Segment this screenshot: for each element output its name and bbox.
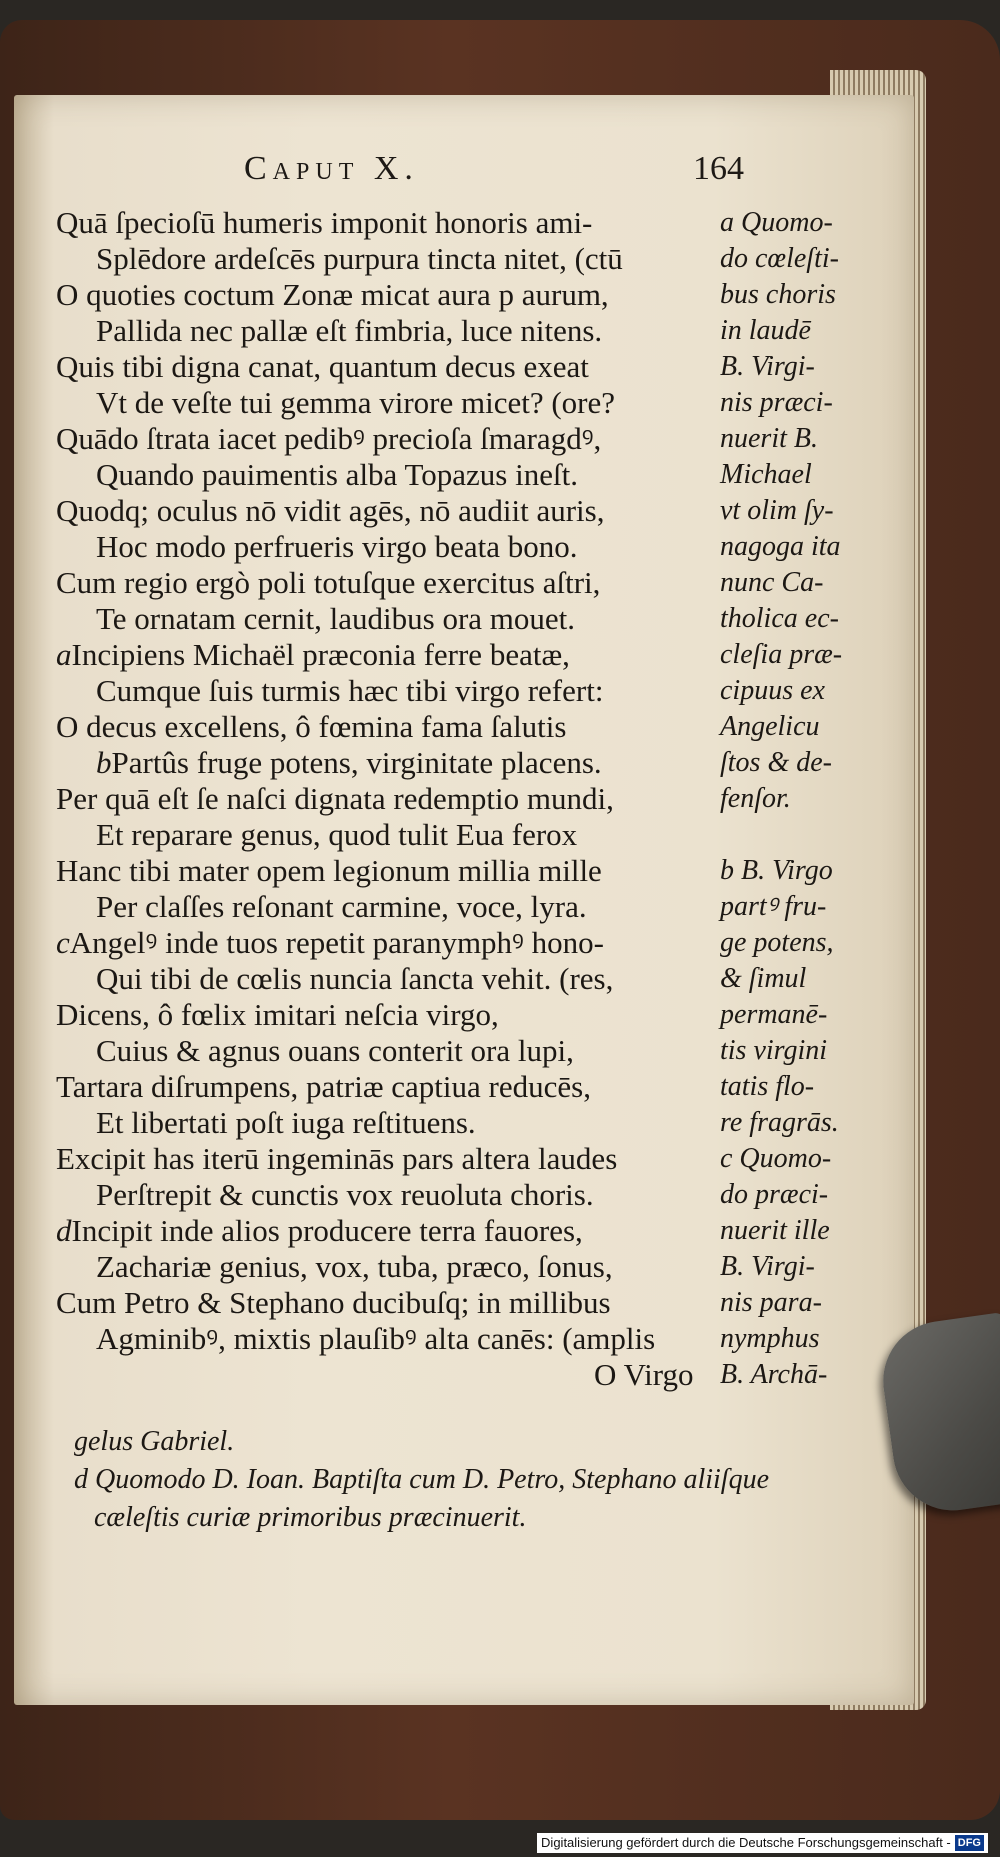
margin-note-line: b B. Virgo [720,855,833,886]
margin-note-line: nuerit ille [720,1215,830,1246]
verse-line: O quoties coctum Zonæ micat aura p aurum, [56,277,609,312]
margin-note-line: Michael [720,459,812,490]
verse-line: Splēdore ardeſcēs purpura tincta nitet, (ctū [96,241,623,276]
digitization-credit [537,1833,988,1853]
verse-line: Excipit has iterū ingeminās pars altera laudes [56,1141,618,1176]
margin-note-line: in laudē [720,315,811,346]
verse-line: Et libertati poſt iuga reſtituens. [96,1105,476,1140]
verse-line: cAngelꝰ inde tuos repetit paranymphꝰ hono- [56,925,604,960]
margin-note-line: nunc Ca- [720,567,824,598]
margin-note-line: permanē- [720,999,828,1030]
margin-note-line: B. Virgi- [720,351,815,382]
verse-line: Cum regio ergò poli totuſque exercitus aſtri, [56,565,601,600]
verse-line: Dicens, ô fœlix imitari neſcia virgo, [56,997,499,1032]
margin-note-line: do præci- [720,1179,829,1210]
margin-note-line: tholica ec- [720,603,839,634]
verse-line: Zachariæ genius, vox, tuba, præco, ſonus, [96,1249,613,1284]
verse-line: Pallida nec pallæ eſt fimbria, luce nitens. [96,313,603,348]
margin-note-line: cleſia præ- [720,639,843,670]
margin-note-line: nagoga ita [720,531,841,562]
running-header [244,150,764,200]
margin-note-line: nuerit B. [720,423,818,454]
verse-line: bPartûs fruge potens, virginitate placens. [96,745,602,780]
verse-line: Quā ſpecioſū humeris imponit honoris ami- [56,205,593,240]
verse-line: dIncipit inde alios producere terra fauores, [56,1213,583,1248]
verse-line: Per quā eſt ſe naſci dignata redemptio mundi, [56,781,614,816]
verse-line: Per claſſes reſonant carmine, voce, lyra. [96,889,587,924]
margin-note-line: nis præci- [720,387,833,418]
verse-line: Quis tibi digna canat, quantum decus exeat [56,349,589,384]
margin-note-line: nymphus [720,1323,820,1354]
footnote [74,1425,874,1545]
verse-line: Quodq; oculus nō vidit agēs, nō audiit auris, [56,493,605,528]
margin-notes [720,205,910,1395]
margin-note-line: tatis flo- [720,1071,815,1102]
footnote-line: d Quomodo D. Ioan. Baptiſta cum D. Petro, Stephano aliiſque [74,1464,769,1495]
page-number: 164 [693,150,744,187]
verse-line: Hanc tibi mater opem legionum millia mille [56,853,602,888]
verse-line: Qui tibi de cœlis nuncia ſancta vehit. (res, [96,961,614,996]
verse-line: Te ornatam cernit, laudibus ora mouet. [96,601,576,636]
margin-note-line: ſtos & de- [720,747,832,778]
margin-note-line: Angelicu [720,711,820,742]
margin-note-line: vt olim ſy- [720,495,834,526]
verse-line: Cumque ſuis turmis hæc tibi virgo refert: [96,673,604,708]
margin-note-line: ge potens, [720,927,834,958]
margin-note-line: nis para- [720,1287,822,1318]
verse-line: aIncipiens Michaël præconia ferre beatæ, [56,637,570,672]
verse-line: Et reparare genus, quod tulit Eua ferox [96,817,578,852]
verse-line: Cuius & agnus ouans conterit ora lupi, [96,1033,574,1068]
margin-note-line: bus choris [720,279,836,310]
margin-note-line: cipuus ex [720,675,825,706]
footnote-line: gelus Gabriel. [74,1426,235,1457]
margin-note-line: B. Archā- [720,1359,828,1390]
margin-note-line: c Quomo- [720,1143,832,1174]
margin-note-line: fenſor. [720,783,791,814]
margin-note-line: a Quomo- [720,207,833,238]
verse-line: Hoc modo perfrueris virgo beata bono. [96,529,578,564]
margin-note-line: tis virgini [720,1035,828,1066]
margin-note-line: B. Virgi- [720,1251,815,1282]
footnote-line: cæleſtis curiæ primoribus præcinuerit. [94,1502,527,1533]
margin-note-line: do cœleſti- [720,243,839,274]
verse-line: Cum Petro & Stephano ducibuſq; in millibus [56,1285,611,1320]
verse-line: Perſtrepit & cunctis vox reuoluta choris. [96,1177,594,1212]
verse-line: Quando pauimentis alba Topazus ineſt. [96,457,578,492]
margin-note-line: re fragrās. [720,1107,839,1138]
verse-line: Tartara diſrumpens, patriæ captiua reducēs, [56,1069,591,1104]
margin-note-line: partꝰ fru- [720,891,827,922]
dfg-logo: DFG [955,1835,984,1851]
chapter-title: Caput X. [244,150,419,187]
margin-note-line: & ſimul [720,963,807,994]
verse-line: O Virgo [594,1357,694,1392]
verse-line: Quādo ſtrata iacet pedibꝰ precioſa ſmaragdꝰ, [56,421,602,456]
credit-text: Digitalisierung gefördert durch die Deutsche Forschungsgemeinschaft - [541,1835,951,1850]
book-page [14,95,914,1705]
verse-line: O decus excellens, ô fœmina fama ſalutis [56,709,567,744]
verse-line: Agminibꝰ, mixtis plauſibꝰ alta canēs: (amplis [96,1321,656,1356]
verse-line: Vt de veſte tui gemma virore micet? (ore? [96,385,616,420]
